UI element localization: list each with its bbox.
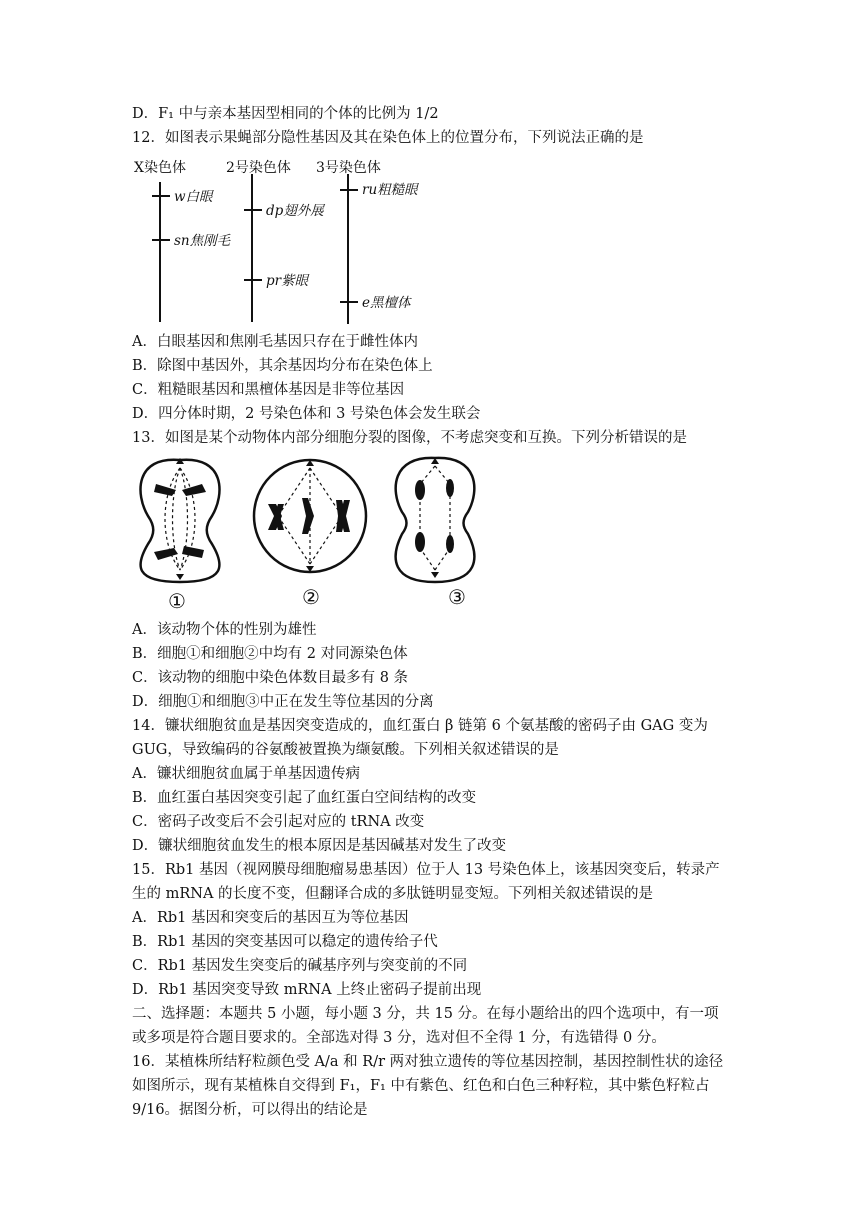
q15-stem-line-2: 生的 mRNA 的长度不变，但翻译合成的多肽链明显变短。下列相关叙述错误的是: [132, 886, 654, 902]
chromosome-2-label: 2号染色体: [226, 160, 291, 176]
q12-option-b: B．除图中基因外，其余基因均分布在染色体上: [132, 358, 433, 374]
x-chromosome-label: X染色体: [134, 160, 186, 176]
q13-option-a: A．该动物个体的性别为雄性: [132, 622, 317, 638]
q16-stem-line-3: 9/16。据图分析，可以得出的结论是: [132, 1102, 368, 1118]
gene-ru-label: ru粗糙眼: [362, 182, 418, 198]
cell-2-label: ②: [302, 585, 320, 609]
section-2-header-line-1: 二、选择题：本题共 5 小题，每小题 3 分，共 15 分。在每小题给出的四个选项中，有一项: [132, 1006, 719, 1022]
q14-option-b: B．血红蛋白基因突变引起了血红蛋白空间结构的改变: [132, 790, 477, 806]
chromosome-3-label: 3号染色体: [316, 160, 381, 176]
q16-stem-line-2: 如图所示，现有某植株自交得到 F₁，F₁ 中有紫色、红色和白色三种籽粒，其中紫色籽粒占: [132, 1078, 710, 1094]
q14-option-a: A．镰状细胞贫血属于单基因遗传病: [132, 766, 360, 782]
q14-option-d: D．镰状细胞贫血发生的根本原因是基因碱基对发生了改变: [132, 838, 507, 854]
q14-stem-line-1: 14．镰状细胞贫血是基因突变造成的，血红蛋白 β 链第 6 个氨基酸的密码子由 GAG 变为: [132, 718, 708, 734]
chromosome-gene-map: [130, 152, 440, 332]
gene-sn-label: sn焦刚毛: [174, 233, 231, 249]
q13-stem: 13．如图是某个动物体内部分细胞分裂的图像，不考虑突变和互换。下列分析错误的是: [132, 430, 687, 446]
q16-stem-line-1: 16．某植株所结籽粒颜色受 A/a 和 R/r 两对独立遗传的等位基因控制，基因控制性状的途径: [132, 1054, 724, 1070]
q14-stem-line-2: GUG，导致编码的谷氨酸被置换为缬氨酸。下列相关叙述错误的是: [132, 742, 559, 758]
q11-option-d: D．F₁ 中与亲本基因型相同的个体的比例为 1/2: [132, 106, 439, 122]
q13-option-c: C．该动物的细胞中染色体数目最多有 8 条: [132, 670, 409, 686]
q15-stem-line-1: 15．Rb1 基因（视网膜母细胞瘤易患基因）位于人 13 号染色体上，该基因突变后，转录产: [132, 862, 720, 878]
q15-option-c: C．Rb1 基因发生突变后的碱基序列与突变前的不同: [132, 958, 468, 974]
cell-1-label: ①: [168, 589, 186, 613]
section-2-header-line-2: 或多项是符合题目要求的。全部选对得 3 分，选对但不全得 1 分，有选错得 0 分。: [132, 1030, 666, 1046]
q12-option-d: D．四分体时期，2 号染色体和 3 号染色体会发生联会: [132, 406, 481, 422]
cell-3: [396, 458, 475, 582]
gene-e-label: e黑檀体: [362, 295, 411, 311]
q15-option-d: D．Rb1 基因突变导致 mRNA 上终止密码子提前出现: [132, 982, 482, 998]
q15-option-a: A．Rb1 基因和突变后的基因互为等位基因: [132, 910, 409, 926]
q15-option-b: B．Rb1 基因的突变基因可以稳定的遗传给子代: [132, 934, 438, 950]
q12-option-c: C．粗糙眼基因和黑檀体基因是非等位基因: [132, 382, 405, 398]
q12-stem: 12．如图表示果蝇部分隐性基因及其在染色体上的位置分布，下列说法正确的是: [132, 130, 644, 146]
gene-dp-label: dp翅外展: [266, 203, 324, 219]
cell-2: [254, 460, 366, 572]
cell-division-figure: [130, 454, 500, 614]
q12-option-a: A．白眼基因和焦刚毛基因只存在于雌性体内: [132, 334, 418, 350]
cell-3-label: ③: [448, 585, 466, 609]
q13-option-d: D．细胞①和细胞③中正在发生等位基因的分离: [132, 694, 434, 710]
gene-pr-label: pr紫眼: [266, 273, 309, 289]
q14-option-c: C．密码子改变后不会引起对应的 tRNA 改变: [132, 814, 425, 830]
cell-1: [140, 458, 219, 582]
gene-w-label: w白眼: [174, 189, 213, 205]
q13-option-b: B．细胞①和细胞②中均有 2 对同源染色体: [132, 646, 408, 662]
